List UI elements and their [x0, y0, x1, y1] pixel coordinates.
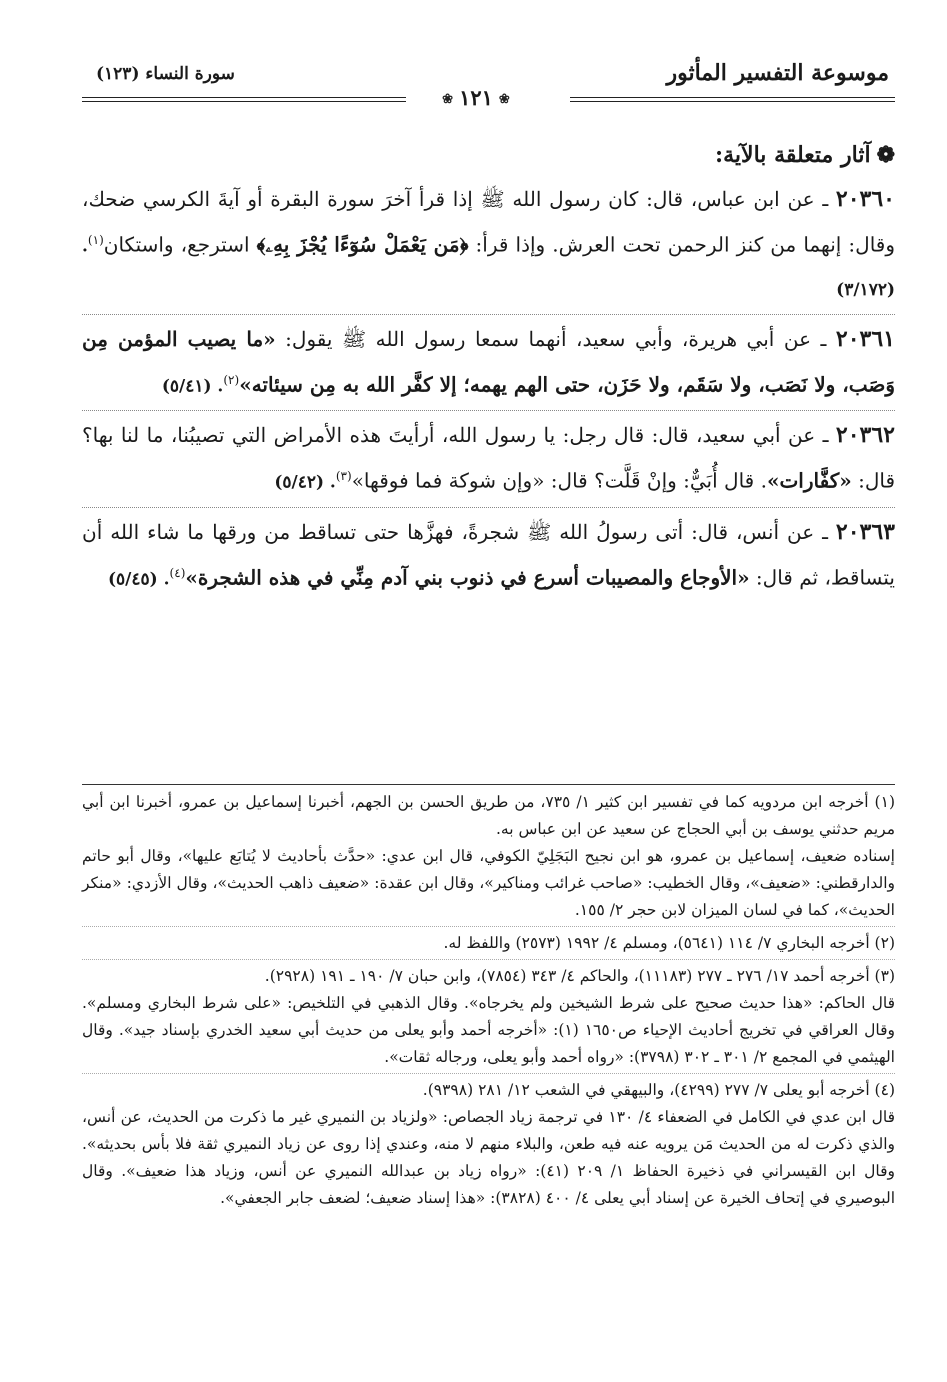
hadith-text: «الأوجاع والمصيبات أسرع في ذنوب بني آدم مِنِّي في هذه الشجرة» [185, 565, 750, 590]
footnote-marker[interactable]: (٤) [169, 565, 186, 580]
section-heading-text: آثار متعلقة بالآية: [715, 142, 871, 168]
footnote: (١) أخرجه ابن مردويه كما في تفسير ابن كثير ١/ ٧٣٥، من طريق الحسن بن الجهم، أخبرنا إسماعيل بن عمرو، أخبرنا ابن أبي مريم حدثني يوسف بن أبي الحجاج عن سعيد عن ابن عباس به. [82, 793, 895, 838]
footnote-divider [82, 1073, 895, 1074]
book-page [82, 52, 895, 1342]
section-heading [715, 142, 895, 168]
athar-entry [82, 512, 895, 604]
ornament-icon: ❀ [498, 92, 510, 107]
footnote-marker[interactable]: (١) [87, 233, 104, 247]
page-number: ١٢١ [459, 85, 493, 110]
athar-entry [82, 415, 895, 508]
surah-title: سورة النساء (١٢٣) [96, 64, 235, 84]
footnotes [82, 784, 895, 1212]
entry-text: . قال أُبَيٌّ: وإنْ قَلَّت؟ قال: «وإن شوكة فما فوقها» [351, 468, 767, 493]
header-rule-right [570, 97, 895, 102]
hadith-text: «كفَّارات» [766, 468, 852, 493]
athar-entry [82, 179, 895, 315]
entry-number: ٢٠٣٦١ [835, 325, 895, 352]
hadith-text: «ما يصيب المؤمن مِن وَصَب، ولا نَصَب، ولا سَقَم، ولا حَزَن، حتى الهم يهمه؛ إلا كفَّر الله به مِن سيئاته» [82, 326, 895, 397]
volume-reference: . (٣/١٧٢) [82, 236, 895, 300]
footnote-marker[interactable]: (٣) [335, 469, 352, 484]
volume-reference: . (٥/٤١) [161, 376, 224, 397]
page-number-box [412, 85, 540, 111]
entry-text: ـ عن ابن عباس، قال: كان رسول الله ﷺ إذا قرأ آخرَ سورة البقرة أو آيةَ الكرسي ضحك، وقال: إنهما من كنز الرحمن تحت العرش. وإذا قرأ: [82, 187, 896, 257]
header-rule-left [82, 97, 406, 102]
footnote: (٢) أخرجه البخاري ٧/ ١١٤ (٥٦٤١)، ومسلم ٤/ ١٩٩٢ (٢٥٧٣) واللفظ له. [443, 934, 895, 952]
entry-number: ٢٠٣٦٣ [835, 518, 895, 545]
footnote: قال ابن عدي في الكامل في الضعفاء ٤/ ١٣٠ في ترجمة زياد الجصاص: «ولزياد بن النميري غير ما ذكرت من الحديث، عن أنس، والذي ذكرت له من الحديث مَن يرويه عنه فيه طعن، والبلاء منهم لا منه، وعندي إذا روى عن زياد النميري ثقة فلا بأس بحديثه». وقال ابن القيسراني في ذخيرة الحفاظ ١/ ٢٠٩ (٤١): «رواه زياد بن عبدالله النميري عن أنس، وزياد هذا ضعيف». وقال البوصيري في إتحاف الخيرة عن إسناد أبي يعلى ٤/ ٤٠٠ (٣٨٢٨): «هذا إسناد ضعيف؛ لضعف جابر الجعفي». [82, 1108, 895, 1207]
running-title: موسوعة التفسير المأثور [666, 60, 889, 86]
flower-icon: ❁ [876, 142, 895, 168]
footnote-divider [82, 959, 895, 960]
entry-text: ـ عن أبي هريرة، وأبي سعيد، أنهما سمعا رسول الله ﷺ يقول: [275, 326, 836, 351]
entry-text: ـ عن أنس، قال: أتى رسولُ الله ﷺ شجرةً، فهزَّها حتى تساقط من ورقها ما شاء الله أن يتساقط، ثم قال: [82, 519, 895, 590]
athar-entry [82, 319, 895, 412]
ornament-icon: ❀ [442, 92, 454, 107]
footnote-marker[interactable]: (٢) [223, 372, 240, 387]
footnote-divider [82, 926, 895, 927]
entry-text: ـ عن أبي سعيد، قال: قال رجل: يا رسول الله، أرأيتَ هذه الأمراض التي تصيبُنا، ما لنا بها؟ قال: [82, 423, 895, 493]
entry-text: استرجع، واستكان [103, 232, 257, 257]
quran-quote: ﴿مَن يَعْمَلْ سُوٓءًا يُجْزَ بِهِۦ﴾ [256, 232, 469, 257]
footnote: قال الحاكم: «هذا حديث صحيح على شرط الشيخين ولم يخرجاه». وقال الذهبي في التلخيص: «على شرط البخاري ومسلم». وقال العراقي في تخريج أحاديث الإحياء ص١٦٥٠ (١): «أخرجه أحمد وأبو يعلى من حديث أبي سعيد الخدري بإسناد جيد». وقال الهيثمي في المجمع ٢/ ٣٠١ ـ ٣٠٢ (٣٧٩٨): «رواه أحمد وأبو يعلى، ورجاله ثقات». [82, 994, 895, 1066]
footnote: (٤) أخرجه أبو يعلى ٧/ ٢٧٧ (٤٢٩٩)، والبيهقي في الشعب ١٢/ ٢٨١ (٩٣٩٨). [422, 1081, 895, 1099]
footnote: (٣) أخرجه أحمد ١٧/ ٢٧٦ ـ ٢٧٧ (١١١٨٣)، والحاكم ٤/ ٣٤٣ (٧٨٥٤)، وابن حبان ٧/ ١٩٠ ـ ١٩١ (٢٩٢٨). [264, 967, 895, 985]
athar-list [82, 179, 895, 604]
volume-reference: . (٥/٤٥) [108, 569, 170, 590]
volume-reference: . (٥/٤٢) [274, 472, 336, 493]
entry-number: ٢٠٣٦٢ [835, 422, 895, 449]
footnote: إسناده ضعيف، إسماعيل بن عمرو، هو ابن نجيح البَجَلِيّ الكوفي، قال ابن عدي: «حدَّث بأحاديث لا يُتابَع عليها»، وقال أبو حاتم والدارقطني: «ضعيف»، وقال الخطيب: «صاحب غرائب ومناكير»، وقال ابن عقدة: «ضعيف ذاهب الحديث»، وقال الأزدي: «منكر الحديث»، كما في لسان الميزان لابن حجر ٢/ ١٥٥. [82, 847, 895, 919]
footnote-separator [82, 784, 895, 785]
entry-number: ٢٠٣٦٠ [835, 186, 895, 212]
